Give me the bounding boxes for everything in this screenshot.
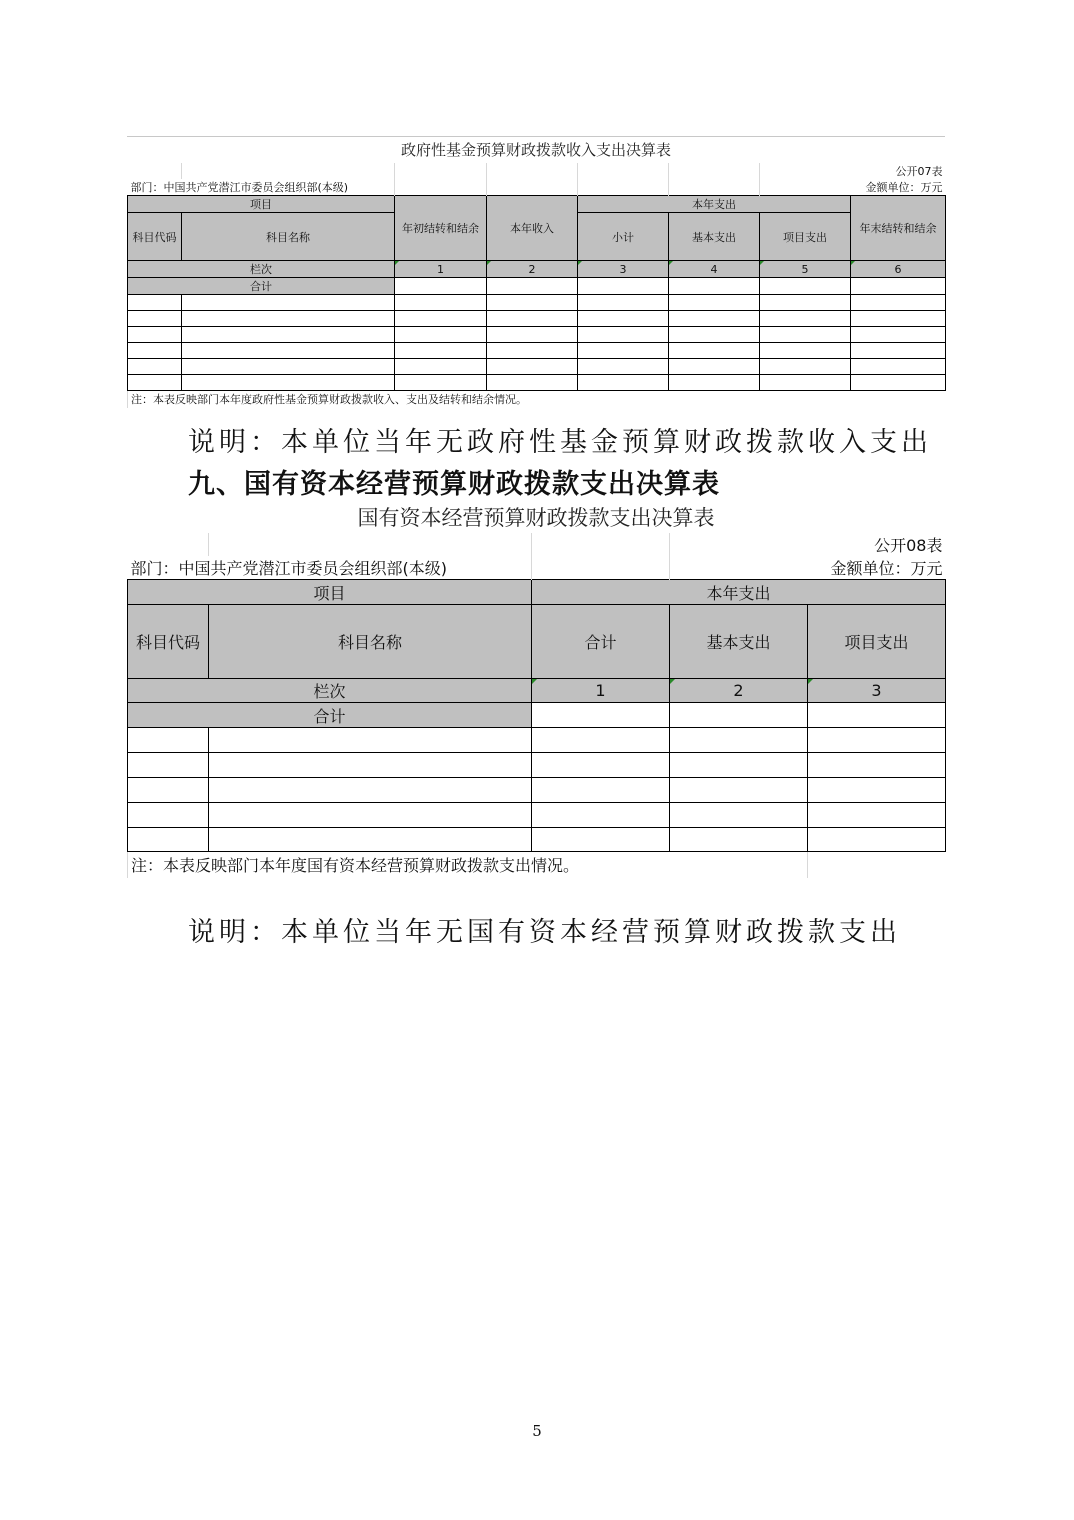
table-row xyxy=(128,753,946,778)
table2-header-code: 科目代码 xyxy=(128,605,209,679)
table1-col-num: 6 xyxy=(851,261,946,278)
table-row xyxy=(128,375,946,391)
table2-unit: 金额单位：万元 xyxy=(830,559,943,578)
table-row xyxy=(128,343,946,359)
table-row xyxy=(128,828,946,852)
table2-total-label: 合计 xyxy=(128,703,532,728)
table1-header-subtotal: 小计 xyxy=(578,213,669,261)
table2-dept: 部门：中国共产党潜江市委员会组织部(本级) xyxy=(130,559,447,578)
table1-header-project: 项目支出 xyxy=(760,213,851,261)
table1-dept: 部门：中国共产党潜江市委员会组织部(本级) xyxy=(130,181,349,194)
state-capital-budget-table xyxy=(127,503,945,878)
table2-form-no: 公开08表 xyxy=(874,536,943,555)
table1-col-num: 3 xyxy=(578,261,669,278)
table1-grid xyxy=(127,163,946,408)
table2-header-total: 合计 xyxy=(532,605,670,679)
table1-header-item: 项目 xyxy=(128,196,395,213)
table-row xyxy=(128,803,946,828)
table-row xyxy=(128,778,946,803)
table1-header-begin: 年初结转和结余 xyxy=(395,196,487,261)
table1-col-label: 栏次 xyxy=(128,261,395,278)
explanation-note-2: 说明：本单位当年无国有资本经营预算财政拨款支出 xyxy=(188,917,901,948)
table1-col-num: 5 xyxy=(760,261,851,278)
table2-grid xyxy=(127,533,946,878)
table1-header-code: 科目代码 xyxy=(128,213,182,261)
table1-header-end: 年末结转和结余 xyxy=(851,196,946,261)
table1-header-name: 科目名称 xyxy=(182,213,395,261)
table2-header-item: 项目 xyxy=(128,580,532,605)
explanation-note-1: 说明：本单位当年无政府性基金预算财政拨款收入支出 xyxy=(188,427,932,458)
table2-header-expense: 本年支出 xyxy=(532,580,946,605)
table2-header-project: 项目支出 xyxy=(808,605,946,679)
section-heading-9: 九、国有资本经营预算财政拨款支出决算表 xyxy=(188,469,720,500)
table2-col-num: 3 xyxy=(808,679,946,703)
table2-col-num: 1 xyxy=(532,679,670,703)
table1-col-num: 2 xyxy=(487,261,578,278)
page-number: 5 xyxy=(532,1422,542,1440)
table1-col-num: 1 xyxy=(395,261,487,278)
table-row xyxy=(128,359,946,375)
table-row xyxy=(128,295,946,311)
gov-fund-budget-table xyxy=(127,136,945,408)
table1-header-basic: 基本支出 xyxy=(669,213,760,261)
table2-col-label: 栏次 xyxy=(128,679,532,703)
table1-form-no: 公开07表 xyxy=(895,165,943,178)
table-row xyxy=(128,311,946,327)
table2-title: 国有资本经营预算财政拨款支出决算表 xyxy=(357,506,715,530)
table2-footnote: 注：本表反映部门本年度国有资本经营预算财政拨款支出情况。 xyxy=(128,852,808,878)
table2-header-basic: 基本支出 xyxy=(670,605,808,679)
table1-unit: 金额单位：万元 xyxy=(865,181,943,194)
table-row xyxy=(128,728,946,753)
table1-total-label: 合计 xyxy=(128,278,395,295)
table1-header-income: 本年收入 xyxy=(487,196,578,261)
table1-title: 政府性基金预算财政拨款收入支出决算表 xyxy=(127,136,945,163)
table-row xyxy=(128,327,946,343)
table2-header-name: 科目名称 xyxy=(209,605,532,679)
table1-col-num: 4 xyxy=(669,261,760,278)
table1-header-expense: 本年支出 xyxy=(578,196,851,213)
table1-footnote: 注：本表反映部门本年度政府性基金预算财政拨款收入、支出及结转和结余情况。 xyxy=(128,391,946,408)
table2-col-num: 2 xyxy=(670,679,808,703)
